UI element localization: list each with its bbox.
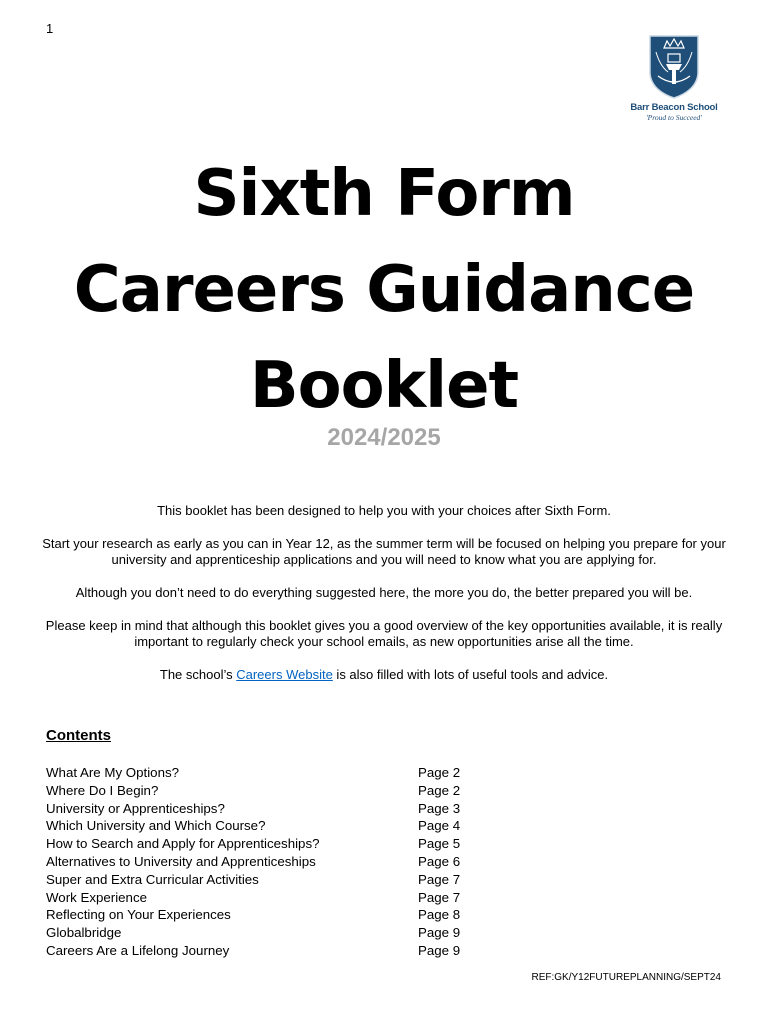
contents-item (46, 871, 466, 889)
contents-item-title: University or Apprenticeships? (46, 800, 225, 816)
contents-item (46, 800, 466, 818)
contents-item-title: Globalbridge (46, 925, 122, 941)
careers-website-link[interactable]: Careers Website (236, 667, 333, 682)
contents-item-title: Reflecting on Your Experiences (46, 907, 231, 923)
contents-item-page: Page 9 (418, 925, 461, 941)
contents-item-title: Which University and Which Course? (46, 818, 266, 834)
contents-item-title: How to Search and Apply for Apprenticeships? (46, 836, 320, 852)
contents-item-page: Page 2 (418, 765, 461, 780)
intro-paragraph-1: This booklet has been designed to help you with your choices after Sixth Form. (157, 503, 611, 518)
title-line-2: Careers Guidance (73, 253, 695, 327)
intro-section (40, 503, 728, 700)
intro-paragraph-4: Please keep in mind that although this booklet gives you a good overview of the key opportunities available, it is really important to regularly check your school emails, as new opportunities arise all the time. (45, 618, 723, 649)
school-motto: 'Proud to Succeed' (646, 113, 702, 122)
contents-item-title: Where Do I Begin? (46, 782, 159, 798)
contents-item (46, 764, 466, 782)
contents-item-title: What Are My Options? (46, 765, 180, 780)
title-line-1: Sixth Form (193, 157, 575, 231)
contents-item-page: Page 7 (418, 871, 461, 887)
contents-item (46, 906, 466, 924)
contents-item-page: Page 9 (418, 942, 461, 958)
careers-website-prefix: The school’s (159, 667, 237, 682)
contents-item-page: Page 3 (418, 800, 461, 816)
contents-heading: Contents (46, 727, 111, 744)
contents-item (46, 817, 466, 835)
contents-item (46, 889, 466, 907)
careers-website-suffix: is also filled with lots of useful tools and advice. (332, 667, 609, 682)
title-line-3: Booklet (249, 349, 519, 423)
contents-item-title: Super and Extra Curricular Activities (46, 871, 259, 887)
booklet-title (0, 146, 768, 434)
contents-list (46, 764, 466, 960)
school-name: Barr Beacon School (630, 102, 718, 113)
contents-item (46, 782, 466, 800)
intro-paragraph-3: Although you don’t need to do everything suggested here, the more you do, the better prepared you will be. (75, 585, 693, 600)
contents-item (46, 924, 466, 942)
contents-item-title: Alternatives to University and Apprenticeships (46, 853, 316, 869)
academic-year: 2024/2025 (327, 424, 441, 451)
contents-item-page: Page 8 (418, 907, 461, 923)
contents-item (46, 942, 466, 960)
contents-item-title: Work Experience (46, 889, 147, 905)
contents-item-page: Page 6 (418, 853, 461, 869)
contents-item-page: Page 4 (418, 818, 461, 834)
contents-item-page: Page 2 (418, 782, 461, 798)
contents-item-page: Page 7 (418, 889, 461, 905)
intro-paragraph-5 (40, 667, 728, 683)
contents-item-page: Page 5 (418, 836, 461, 852)
school-logo (622, 32, 726, 122)
school-crest-icon (646, 32, 702, 100)
contents-item (46, 835, 466, 853)
contents-item-title: Careers Are a Lifelong Journey (46, 942, 230, 958)
document-reference: REF:GK/Y12FUTUREPLANNING/SEPT24 (531, 972, 721, 983)
page-number: 1 (46, 21, 54, 36)
contents-item (46, 853, 466, 871)
intro-paragraph-2: Start your research as early as you can in Year 12, as the summer term will be focused on helping you prepare for your university and apprenticeship applications and you will need to know what you are applying for. (42, 536, 726, 567)
